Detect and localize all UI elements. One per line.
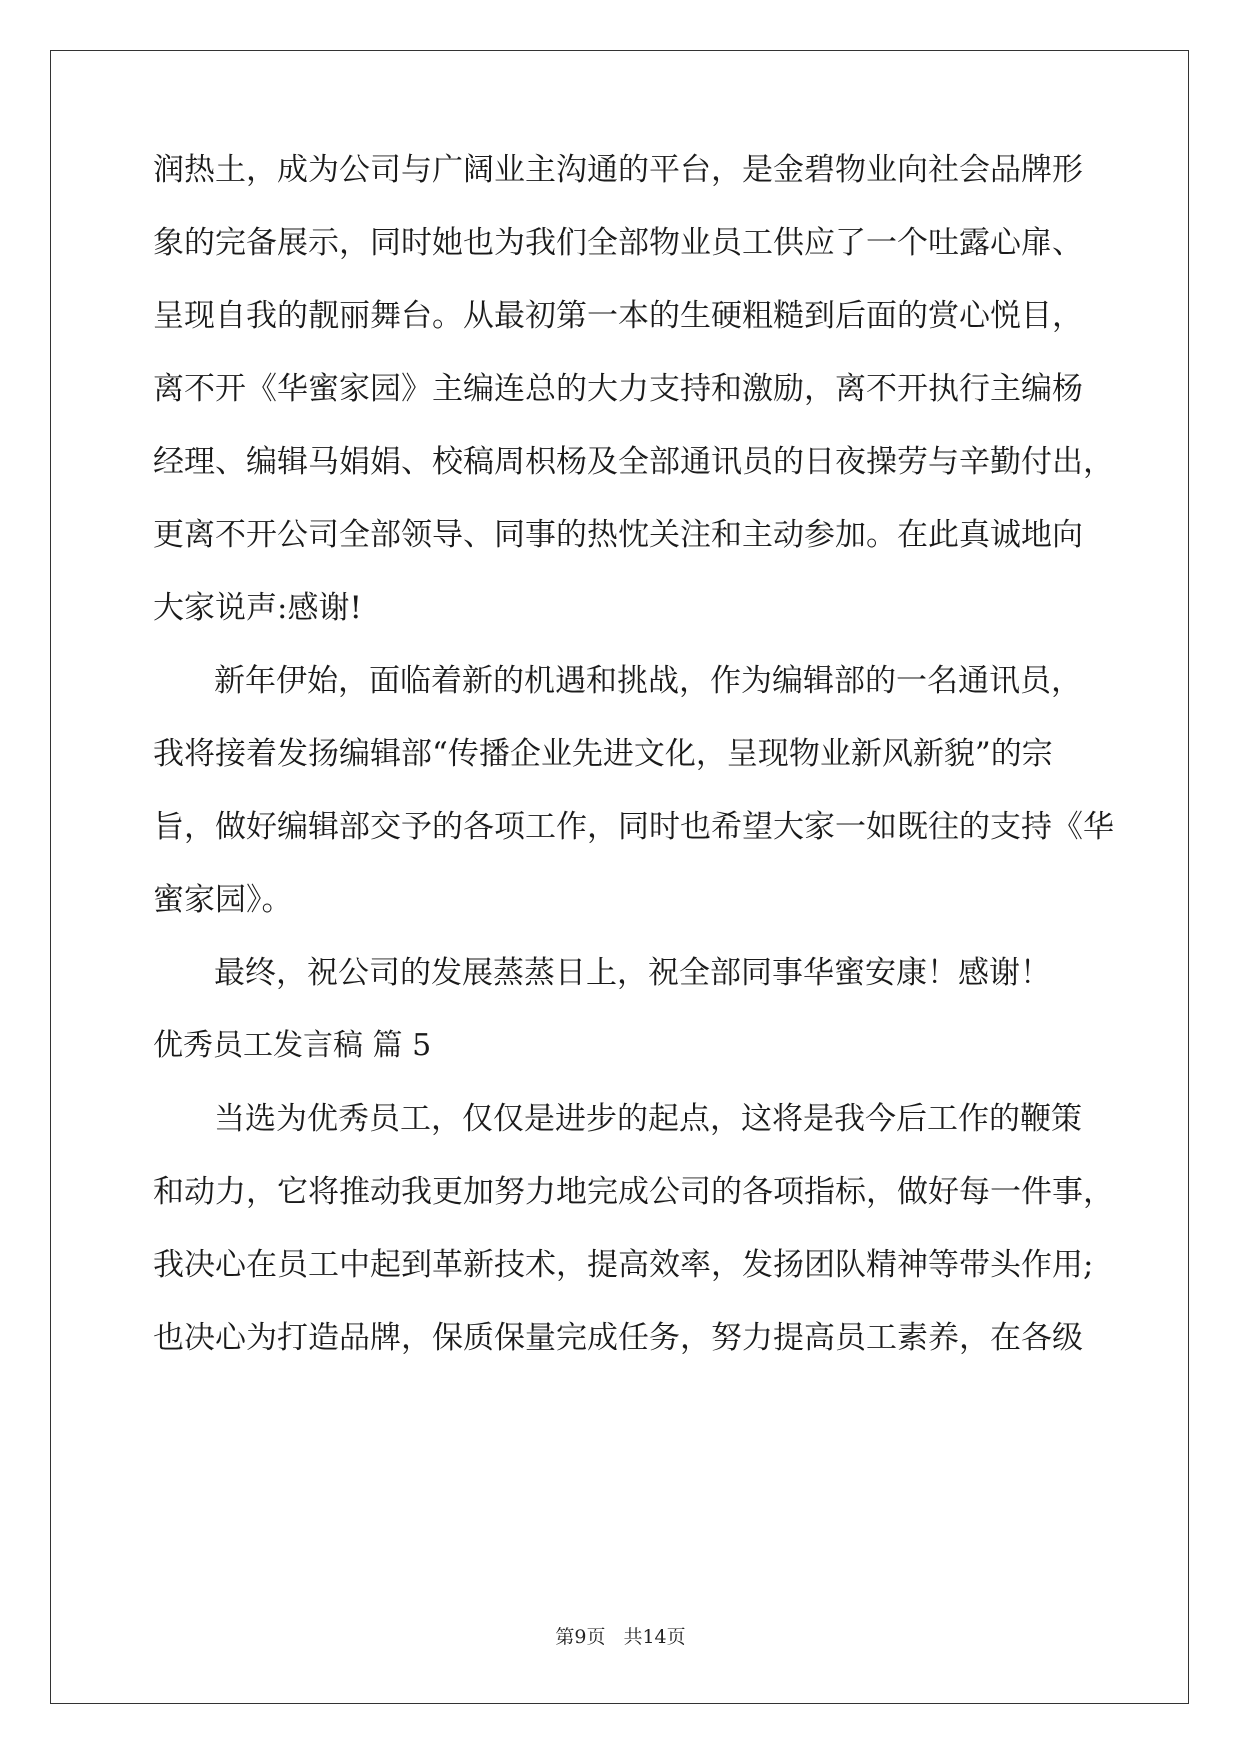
text-line: 和动力，它将推动我更加努力地完成公司的各项指标，做好每一件事， [153,1174,1114,1210]
text-line: 更离不开公司全部领导、同事的热忱关注和主动参加。在此真诚地向 [153,517,1083,553]
text-line: 蜜家园》。 [153,882,293,918]
section-heading: 优秀员工发言稿 篇 5 [153,1028,432,1063]
paragraph-first-line: 新年伊始，面临着新的机遇和挑战，作为编辑部的一名通讯员， [214,663,1082,699]
paragraph-first-line: 当选为优秀员工，仅仅是进步的起点，这将是我今后工作的鞭策 [214,1101,1082,1137]
text-line: 经理、编辑马娟娟、校稿周枳杨及全部通讯员的日夜操劳与辛勤付出， [153,444,1114,480]
text-line: 象的完备展示，同时她也为我们全部物业员工供应了一个吐露心扉、 [153,225,1083,261]
page-footer [0,1622,1241,1649]
page-number: 第9页 [555,1626,606,1648]
paragraph-first-line: 最终，祝公司的发展蒸蒸日上，祝全部同事华蜜安康！感谢！ [214,955,1051,991]
text-line: 旨，做好编辑部交予的各项工作，同时也希望大家一如既往的支持《华 [153,809,1114,845]
text-line: 润热土，成为公司与广阔业主沟通的平台，是金碧物业向社会品牌形 [153,152,1083,188]
text-line: 离不开《华蜜家园》主编连总的大力支持和激励，离不开执行主编杨 [153,371,1083,407]
text-line: 我将接着发扬编辑部“传播企业先进文化，呈现物业新风新貌”的宗 [153,736,1053,772]
text-line: 大家说声:感谢! [153,590,362,626]
text-line: 呈现自我的靓丽舞台。从最初第一本的生硬粗糙到后面的赏心悦目， [153,298,1083,334]
text-line: 也决心为打造品牌，保质保量完成任务，努力提高员工素养，在各级 [153,1320,1083,1356]
page-total: 共14页 [623,1626,686,1648]
text-line: 我决心在员工中起到革新技术，提高效率，发扬团队精神等带头作用; [153,1247,1094,1283]
